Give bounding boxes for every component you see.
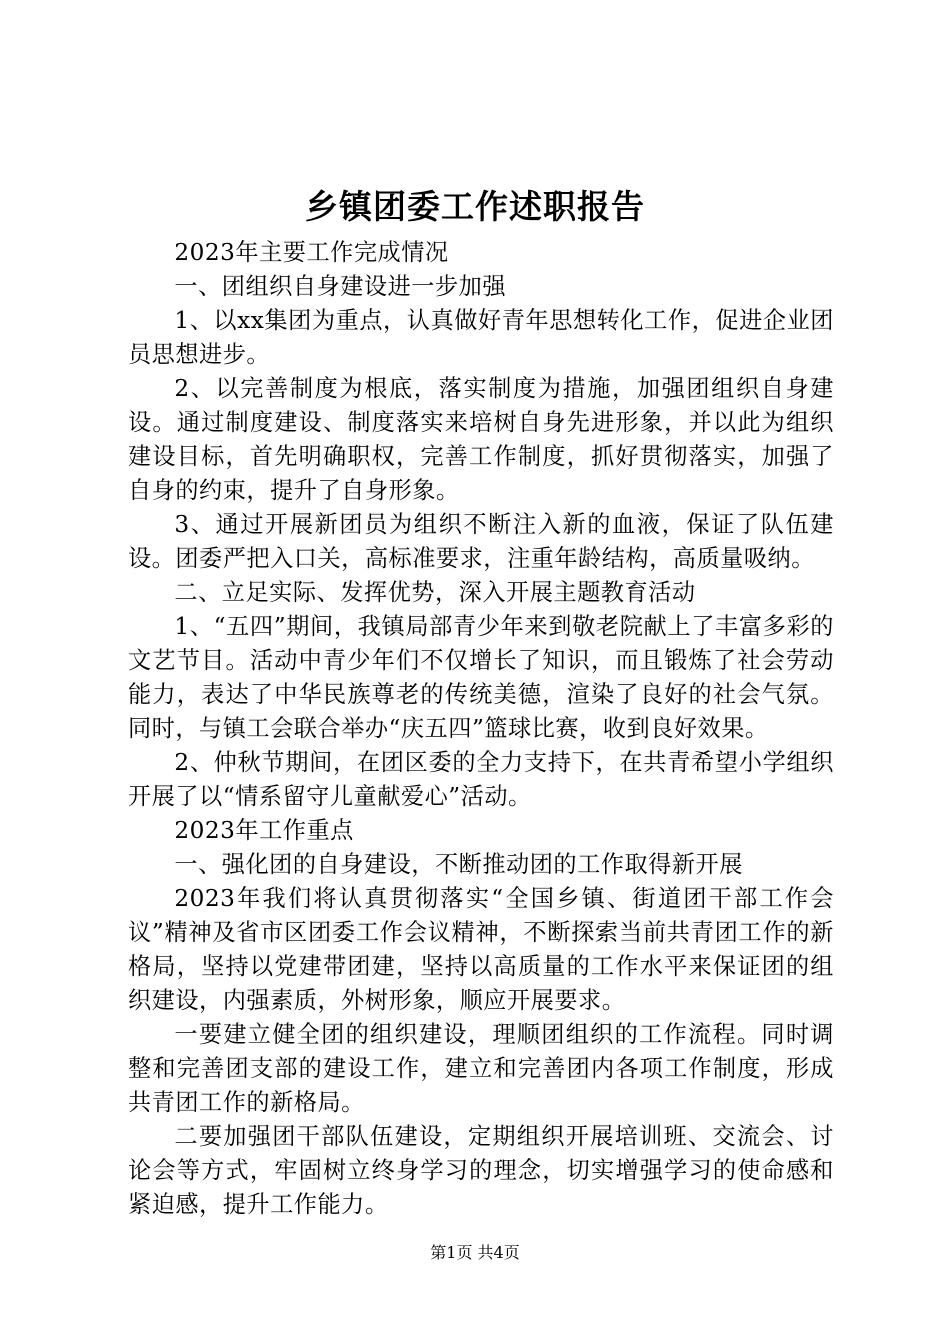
document-body bbox=[128, 236, 834, 1222]
paragraph-8: 2、仲秋节期间，在团区委的全力支持下，在共青希望小学组织开展了以“情系留守儿童献爱心”活动。 bbox=[128, 749, 834, 810]
paragraph-12: 一要建立健全团的组织建设，理顺团组织的工作流程。同时调整和完善团支部的建设工作，建立和完善团内各项工作制度，形成共青团工作的新格局。 bbox=[128, 1021, 834, 1116]
paragraph-10: 一、强化团的自身建设，不断推动团的工作取得新开展 bbox=[174, 851, 743, 878]
paragraph-7: 1、“五四”期间，我镇局部青少年来到敬老院献上了丰富多彩的文艺节目。活动中青少年们不仅增长了知识，而且锻炼了社会劳动能力，表达了中华民族尊老的传统美德，渲染了良好的社会气氛。同时，与镇工会联合举办“庆五四”篮球比赛，收到良好效果。 bbox=[128, 613, 834, 742]
paragraph-5: 3、通过开展新团员为组织不断注入新的血液，保证了队伍建设。团委严把入口关，高标准要求，注重年龄结构，高质量吸纳。 bbox=[128, 511, 834, 572]
paragraph-4: 2、以完善制度为根底，落实制度为措施，加强团组织自身建设。通过制度建设、制度落实来培树自身先进形象，并以此为组织建设目标，首先明确职权，完善工作制度，抓好贯彻落实，加强了自身的约束，提升了自身形象。 bbox=[128, 375, 834, 504]
paragraph-9: 2023年工作重点 bbox=[174, 817, 354, 844]
paragraph-6: 二、立足实际、发挥优势，深入开展主题教育活动 bbox=[174, 579, 696, 606]
paragraph-3: 1、以xx集团为重点，认真做好青年思想转化工作，促进企业团员思想进步。 bbox=[128, 307, 834, 368]
paragraph-11: 2023年我们将认真贯彻落实“全国乡镇、街道团干部工作会议”精神及省市区团委工作会议精神，不断探索当前共青团工作的新格局，坚持以党建带团建，坚持以高质量的工作水平来保证团的组织建设，内强素质，外树形象，顺应开展要求。 bbox=[128, 885, 834, 1014]
document-title: 乡镇团委工作述职报告 bbox=[305, 187, 645, 226]
paragraph-13: 二要加强团干部队伍建设，定期组织开展培训班、交流会、讨论会等方式，牢固树立终身学习的理念，切实增强学习的使命感和紧迫感，提升工作能力。 bbox=[128, 1123, 834, 1218]
paragraph-1: 2023年主要工作完成情况 bbox=[174, 239, 449, 266]
paragraph-2: 一、团组织自身建设进一步加强 bbox=[174, 273, 507, 300]
page-number-footer: 第1页 共4页 bbox=[430, 1243, 520, 1262]
